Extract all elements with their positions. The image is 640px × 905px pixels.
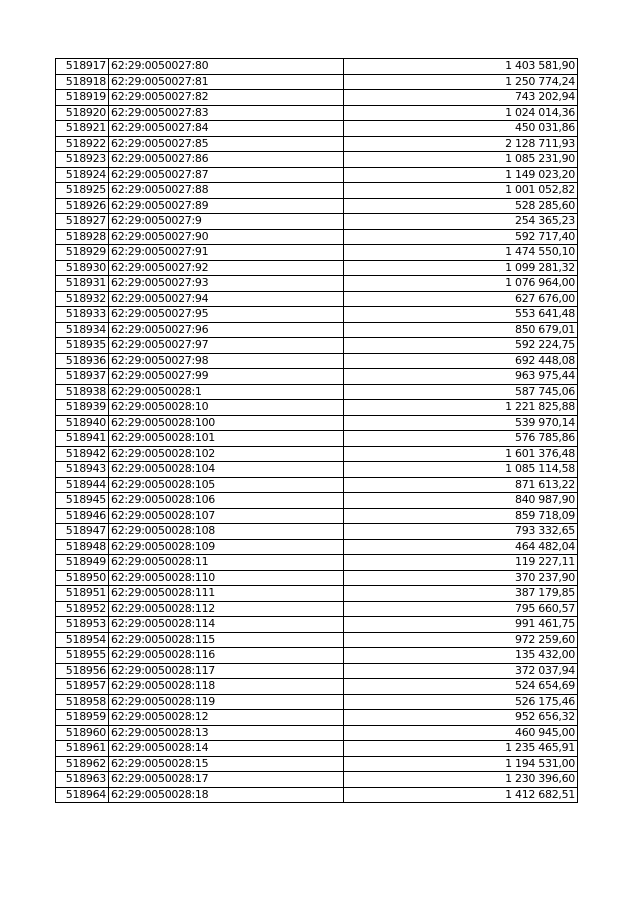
cadastral-number-cell: 62:29:0050028:11	[109, 555, 344, 571]
cadastral-value-cell: 254 365,23	[344, 214, 578, 230]
table-row	[56, 648, 578, 664]
cadastral-number-cell: 62:29:0050028:17	[109, 772, 344, 788]
table-row	[56, 431, 578, 447]
cadastral-value-cell: 539 970,14	[344, 415, 578, 431]
table-row	[56, 276, 578, 292]
cadastral-number-cell: 62:29:0050027:87	[109, 167, 344, 183]
row-number-cell: 518939	[56, 400, 109, 416]
row-number-cell: 518923	[56, 152, 109, 168]
row-number-cell: 518959	[56, 710, 109, 726]
cadastral-number-cell: 62:29:0050027:84	[109, 121, 344, 137]
cadastral-number-cell: 62:29:0050028:111	[109, 586, 344, 602]
row-number-cell: 518954	[56, 632, 109, 648]
cadastral-value-cell: 991 461,75	[344, 617, 578, 633]
cadastral-number-cell: 62:29:0050027:91	[109, 245, 344, 261]
cadastral-number-cell: 62:29:0050027:85	[109, 136, 344, 152]
row-number-cell: 518957	[56, 679, 109, 695]
row-number-cell: 518951	[56, 586, 109, 602]
cadastral-value-cell: 464 482,04	[344, 539, 578, 555]
cadastral-value-cell: 963 975,44	[344, 369, 578, 385]
table-row	[56, 214, 578, 230]
cadastral-value-cell: 1 412 682,51	[344, 787, 578, 803]
table-row	[56, 787, 578, 803]
cadastral-number-cell: 62:29:0050028:117	[109, 663, 344, 679]
cadastral-value-cell: 528 285,60	[344, 198, 578, 214]
row-number-cell: 518961	[56, 741, 109, 757]
table-row	[56, 555, 578, 571]
cadastral-number-cell: 62:29:0050027:83	[109, 105, 344, 121]
row-number-cell: 518934	[56, 322, 109, 338]
table-row	[56, 772, 578, 788]
row-number-cell: 518945	[56, 493, 109, 509]
table-row	[56, 322, 578, 338]
cadastral-number-cell: 62:29:0050028:13	[109, 725, 344, 741]
cadastral-value-cell: 372 037,94	[344, 663, 578, 679]
cadastral-value-cell: 859 718,09	[344, 508, 578, 524]
cadastral-number-cell: 62:29:0050028:14	[109, 741, 344, 757]
row-number-cell: 518942	[56, 446, 109, 462]
cadastral-number-cell: 62:29:0050027:98	[109, 353, 344, 369]
table-row	[56, 307, 578, 323]
row-number-cell: 518960	[56, 725, 109, 741]
cadastral-value-cell: 1 024 014,36	[344, 105, 578, 121]
table-row	[56, 105, 578, 121]
cadastral-value-cell: 1 001 052,82	[344, 183, 578, 199]
cadastral-number-cell: 62:29:0050028:112	[109, 601, 344, 617]
cadastral-number-cell: 62:29:0050027:93	[109, 276, 344, 292]
table-row	[56, 632, 578, 648]
table-row	[56, 229, 578, 245]
cadastral-value-cell: 526 175,46	[344, 694, 578, 710]
row-number-cell: 518940	[56, 415, 109, 431]
cadastral-value-cell: 592 224,75	[344, 338, 578, 354]
table-row	[56, 136, 578, 152]
row-number-cell: 518925	[56, 183, 109, 199]
cadastral-number-cell: 62:29:0050027:96	[109, 322, 344, 338]
cadastral-number-cell: 62:29:0050027:97	[109, 338, 344, 354]
cadastral-number-cell: 62:29:0050028:109	[109, 539, 344, 555]
cadastral-number-cell: 62:29:0050027:92	[109, 260, 344, 276]
table-row	[56, 601, 578, 617]
cadastral-number-cell: 62:29:0050028:100	[109, 415, 344, 431]
cadastral-number-cell: 62:29:0050028:118	[109, 679, 344, 695]
cadastral-value-cell: 795 660,57	[344, 601, 578, 617]
table-row	[56, 756, 578, 772]
cadastral-value-cell: 1 085 231,90	[344, 152, 578, 168]
row-number-cell: 518932	[56, 291, 109, 307]
table-row	[56, 245, 578, 261]
cadastral-value-cell: 1 235 465,91	[344, 741, 578, 757]
table-row	[56, 446, 578, 462]
cadastral-value-cell: 840 987,90	[344, 493, 578, 509]
cadastral-value-cell: 1 076 964,00	[344, 276, 578, 292]
cadastral-value-cell: 553 641,48	[344, 307, 578, 323]
cadastral-number-cell: 62:29:0050027:99	[109, 369, 344, 385]
row-number-cell: 518924	[56, 167, 109, 183]
table-row	[56, 369, 578, 385]
cadastral-value-cell: 743 202,94	[344, 90, 578, 106]
row-number-cell: 518941	[56, 431, 109, 447]
table-row	[56, 198, 578, 214]
cadastral-number-cell: 62:29:0050027:95	[109, 307, 344, 323]
cadastral-number-cell: 62:29:0050027:86	[109, 152, 344, 168]
row-number-cell: 518930	[56, 260, 109, 276]
table-row	[56, 741, 578, 757]
row-number-cell: 518947	[56, 524, 109, 540]
row-number-cell: 518917	[56, 59, 109, 75]
row-number-cell: 518931	[56, 276, 109, 292]
table-row	[56, 539, 578, 555]
row-number-cell: 518926	[56, 198, 109, 214]
table-row	[56, 570, 578, 586]
cadastral-value-cell: 587 745,06	[344, 384, 578, 400]
cadastral-number-cell: 62:29:0050028:114	[109, 617, 344, 633]
row-number-cell: 518949	[56, 555, 109, 571]
cadastral-value-cell: 1 085 114,58	[344, 462, 578, 478]
cadastral-number-cell: 62:29:0050027:82	[109, 90, 344, 106]
cadastral-value-cell: 1 250 774,24	[344, 74, 578, 90]
row-number-cell: 518922	[56, 136, 109, 152]
table-row	[56, 415, 578, 431]
table-row	[56, 74, 578, 90]
row-number-cell: 518962	[56, 756, 109, 772]
table-row	[56, 90, 578, 106]
row-number-cell: 518946	[56, 508, 109, 524]
row-number-cell: 518958	[56, 694, 109, 710]
row-number-cell: 518952	[56, 601, 109, 617]
cadastral-value-cell: 1 194 531,00	[344, 756, 578, 772]
cadastral-value-cell: 1 474 550,10	[344, 245, 578, 261]
row-number-cell: 518943	[56, 462, 109, 478]
cadastral-value-cell: 850 679,01	[344, 322, 578, 338]
table-row	[56, 400, 578, 416]
table-row	[56, 384, 578, 400]
table-row	[56, 353, 578, 369]
table-row	[56, 663, 578, 679]
cadastral-number-cell: 62:29:0050027:94	[109, 291, 344, 307]
cadastral-number-cell: 62:29:0050027:80	[109, 59, 344, 75]
row-number-cell: 518936	[56, 353, 109, 369]
table-row	[56, 477, 578, 493]
row-number-cell: 518964	[56, 787, 109, 803]
cadastral-value-cell: 370 237,90	[344, 570, 578, 586]
row-number-cell: 518956	[56, 663, 109, 679]
table-row	[56, 291, 578, 307]
cadastral-number-cell: 62:29:0050028:10	[109, 400, 344, 416]
table-row	[56, 679, 578, 695]
cadastral-number-cell: 62:29:0050028:119	[109, 694, 344, 710]
cadastral-number-cell: 62:29:0050028:18	[109, 787, 344, 803]
table-body	[56, 59, 578, 803]
cadastral-value-table	[55, 58, 578, 803]
row-number-cell: 518955	[56, 648, 109, 664]
table-row	[56, 167, 578, 183]
document-page	[55, 58, 578, 803]
cadastral-number-cell: 62:29:0050028:105	[109, 477, 344, 493]
table-row	[56, 617, 578, 633]
cadastral-value-cell: 1 149 023,20	[344, 167, 578, 183]
cadastral-value-cell: 524 654,69	[344, 679, 578, 695]
row-number-cell: 518929	[56, 245, 109, 261]
table-row	[56, 260, 578, 276]
table-row	[56, 152, 578, 168]
row-number-cell: 518935	[56, 338, 109, 354]
cadastral-number-cell: 62:29:0050028:104	[109, 462, 344, 478]
table-row	[56, 59, 578, 75]
table-row	[56, 121, 578, 137]
cadastral-value-cell: 1 099 281,32	[344, 260, 578, 276]
cadastral-number-cell: 62:29:0050027:89	[109, 198, 344, 214]
cadastral-number-cell: 62:29:0050028:116	[109, 648, 344, 664]
cadastral-number-cell: 62:29:0050028:115	[109, 632, 344, 648]
row-number-cell: 518937	[56, 369, 109, 385]
cadastral-number-cell: 62:29:0050028:108	[109, 524, 344, 540]
cadastral-value-cell: 793 332,65	[344, 524, 578, 540]
cadastral-number-cell: 62:29:0050027:88	[109, 183, 344, 199]
cadastral-number-cell: 62:29:0050028:101	[109, 431, 344, 447]
row-number-cell: 518963	[56, 772, 109, 788]
cadastral-number-cell: 62:29:0050028:1	[109, 384, 344, 400]
row-number-cell: 518948	[56, 539, 109, 555]
row-number-cell: 518944	[56, 477, 109, 493]
cadastral-value-cell: 576 785,86	[344, 431, 578, 447]
cadastral-number-cell: 62:29:0050027:90	[109, 229, 344, 245]
row-number-cell: 518918	[56, 74, 109, 90]
table-row	[56, 586, 578, 602]
row-number-cell: 518927	[56, 214, 109, 230]
table-row	[56, 524, 578, 540]
cadastral-number-cell: 62:29:0050028:107	[109, 508, 344, 524]
cadastral-value-cell: 627 676,00	[344, 291, 578, 307]
cadastral-value-cell: 119 227,11	[344, 555, 578, 571]
cadastral-value-cell: 135 432,00	[344, 648, 578, 664]
cadastral-value-cell: 972 259,60	[344, 632, 578, 648]
cadastral-number-cell: 62:29:0050028:15	[109, 756, 344, 772]
table-row	[56, 710, 578, 726]
cadastral-value-cell: 450 031,86	[344, 121, 578, 137]
row-number-cell: 518921	[56, 121, 109, 137]
table-row	[56, 338, 578, 354]
table-row	[56, 183, 578, 199]
cadastral-value-cell: 1 230 396,60	[344, 772, 578, 788]
cadastral-value-cell: 952 656,32	[344, 710, 578, 726]
row-number-cell: 518953	[56, 617, 109, 633]
row-number-cell: 518938	[56, 384, 109, 400]
row-number-cell: 518920	[56, 105, 109, 121]
cadastral-number-cell: 62:29:0050028:110	[109, 570, 344, 586]
table-row	[56, 462, 578, 478]
cadastral-number-cell: 62:29:0050028:106	[109, 493, 344, 509]
table-row	[56, 725, 578, 741]
cadastral-value-cell: 692 448,08	[344, 353, 578, 369]
cadastral-value-cell: 460 945,00	[344, 725, 578, 741]
cadastral-value-cell: 1 601 376,48	[344, 446, 578, 462]
cadastral-number-cell: 62:29:0050027:9	[109, 214, 344, 230]
cadastral-value-cell: 871 613,22	[344, 477, 578, 493]
cadastral-number-cell: 62:29:0050027:81	[109, 74, 344, 90]
cadastral-value-cell: 2 128 711,93	[344, 136, 578, 152]
cadastral-value-cell: 592 717,40	[344, 229, 578, 245]
row-number-cell: 518919	[56, 90, 109, 106]
cadastral-value-cell: 387 179,85	[344, 586, 578, 602]
cadastral-number-cell: 62:29:0050028:102	[109, 446, 344, 462]
row-number-cell: 518950	[56, 570, 109, 586]
table-row	[56, 493, 578, 509]
cadastral-value-cell: 1 221 825,88	[344, 400, 578, 416]
table-row	[56, 694, 578, 710]
row-number-cell: 518933	[56, 307, 109, 323]
table-row	[56, 508, 578, 524]
cadastral-value-cell: 1 403 581,90	[344, 59, 578, 75]
cadastral-number-cell: 62:29:0050028:12	[109, 710, 344, 726]
row-number-cell: 518928	[56, 229, 109, 245]
